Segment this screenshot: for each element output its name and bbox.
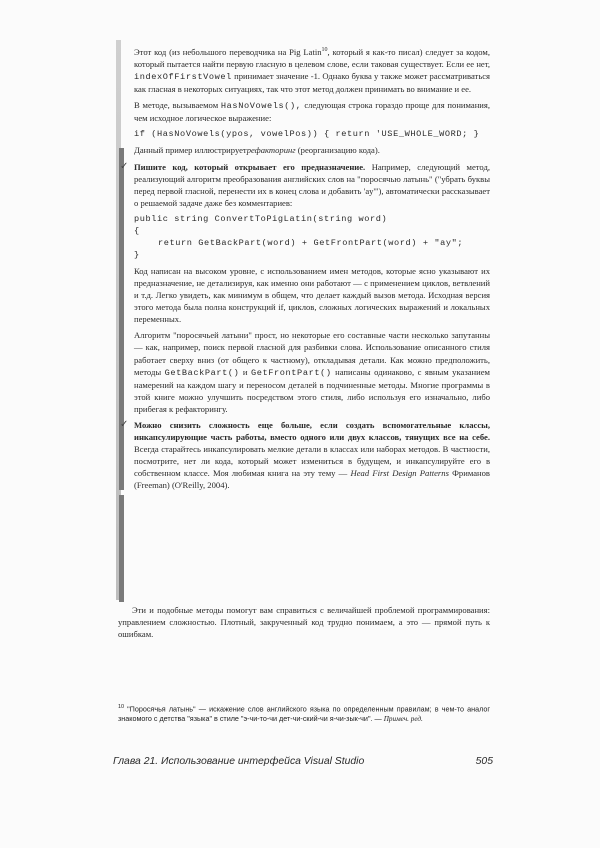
- inline-code: indexOfFirstVowel: [134, 72, 232, 83]
- bullet-complexity: [120, 419, 490, 492]
- code-line: if (HasNoVowels(ypos, vowelPos)) { return 'USE_WHOLE_WORD; }: [134, 129, 480, 140]
- footnote: $^{10}$ "Поросячья латынь" — искажение слов английского языка по определенным правилам; в чем-то аналог знакомого с детства "языка" в стиле "э-чи-то-чи дет-чи-ский-чи я-чи-зык-чи". — Примеч. ред.: [118, 704, 490, 724]
- footnote-ref: 10: [321, 47, 328, 53]
- sidebar-mark: [119, 495, 124, 602]
- closing-paragraph: Эти и подобные методы помогут вам справиться с величайшей проблемой программирования: управлением сложностью. Плотный, закрученный код трудно понимаем, а это — прямой путь к ошибкам.: [118, 605, 490, 640]
- sidebar-mark: [119, 400, 124, 490]
- paragraph-2: В методе, вызываемом HasNoVowels(), следующая строка гораздо проще для понимания, чем исходное логическое выражение:: [134, 100, 491, 124]
- bullet-intent-para3: Алгоритм "поросячьей латыни" прост, но некоторые его составные части несколько запутанны — как, например, поиск первой гласной для разбивки слова. Использование описанного стиля работает сверху вниз (от общего к частному), откладывая детали. Как можно предположить, методы GetBackPart() и GetFrontPart() написаны одинаково, с явным указанием намерений на каждом шагу и переносом деталей в подчиненные методы. Многие программы в этой книге можно улучшить посредством этого стиля, либо используя его изначально, либо прибегая к рефакторингу.: [134, 330, 490, 414]
- sidebar-mark: [119, 232, 124, 422]
- page-footer: [113, 756, 493, 767]
- bullet-intent-para2: Код написан на высоком уровне, с использованием имен методов, которые ясно указывают их предназначение, не детализируя, как именно они работают — с применением циклов, ветвлений и т.д. Легко увидеть, как минимум в общем, что делает каждый вызов метода. Исходная версия этого метода была полна конструкций if, циклов, сложных логических выражений и локальных переменных.: [134, 265, 490, 325]
- check-icon: ✓: [120, 419, 129, 431]
- bullet-intent-text: Пишите код, который открывает его предназначение. Например, следующий метод, реализующий алгоритм преобразования английских слов на "поросячью латынь" ("убрать буквы перед первой гласной, перенести их в конец слова и добавить 'ay'"), автоматически рассказывает о решаемой задаче даже без комментариев:: [134, 161, 490, 208]
- book-title: Head First Design Patterns: [350, 468, 449, 479]
- bullet-intent: [120, 160, 490, 416]
- inline-code: HasNoVowels(),: [220, 101, 302, 112]
- chapter-title: Глава 21. Использование интерфейса Visual Studio: [113, 756, 365, 767]
- bullet-complexity-text: Можно снизить сложность еще больше, если создать вспомогательные классы, инкапсулирующие часть работы, вместо одного или двух классов, тянущих все на себе. Всегда старайтесь инкапсулировать мелкие детали в классах или наборах методов. В частности, посмотрите, нет ли кода, который может измениться в будущем, и инкапсулируйте его в собственном классе. Моя любимая книга на эту тему — Head First Design Patterns Фриманов (Freeman) (O'Reilly, 2004).: [134, 420, 490, 491]
- check-icon: ✓: [120, 160, 129, 172]
- paragraph-1: Этот код (из небольшого переводчика на Pig Latin$^{10}$, который я как-то писал) следует за кодом, который пытается найти первую гласную в целевом слове, если таковая существует. Если ее нет, indexOfFirstVowel принимает значение -1. Однако буква y также может рассматриваться как гласная в некоторых ситуациях, так что этот метод должен принимать во внимание и ее.: [134, 46, 490, 95]
- page-number: 505: [475, 756, 493, 767]
- sidebar-content: [120, 44, 491, 496]
- code-block: public string ConvertToPigLatin(string word) { return GetBackPart(word) + GetFrontPart(word) + "ay"; }: [134, 213, 464, 260]
- paragraph-3: Данный пример иллюстрируетрефакторинг (реорганизацию кода).: [134, 145, 380, 156]
